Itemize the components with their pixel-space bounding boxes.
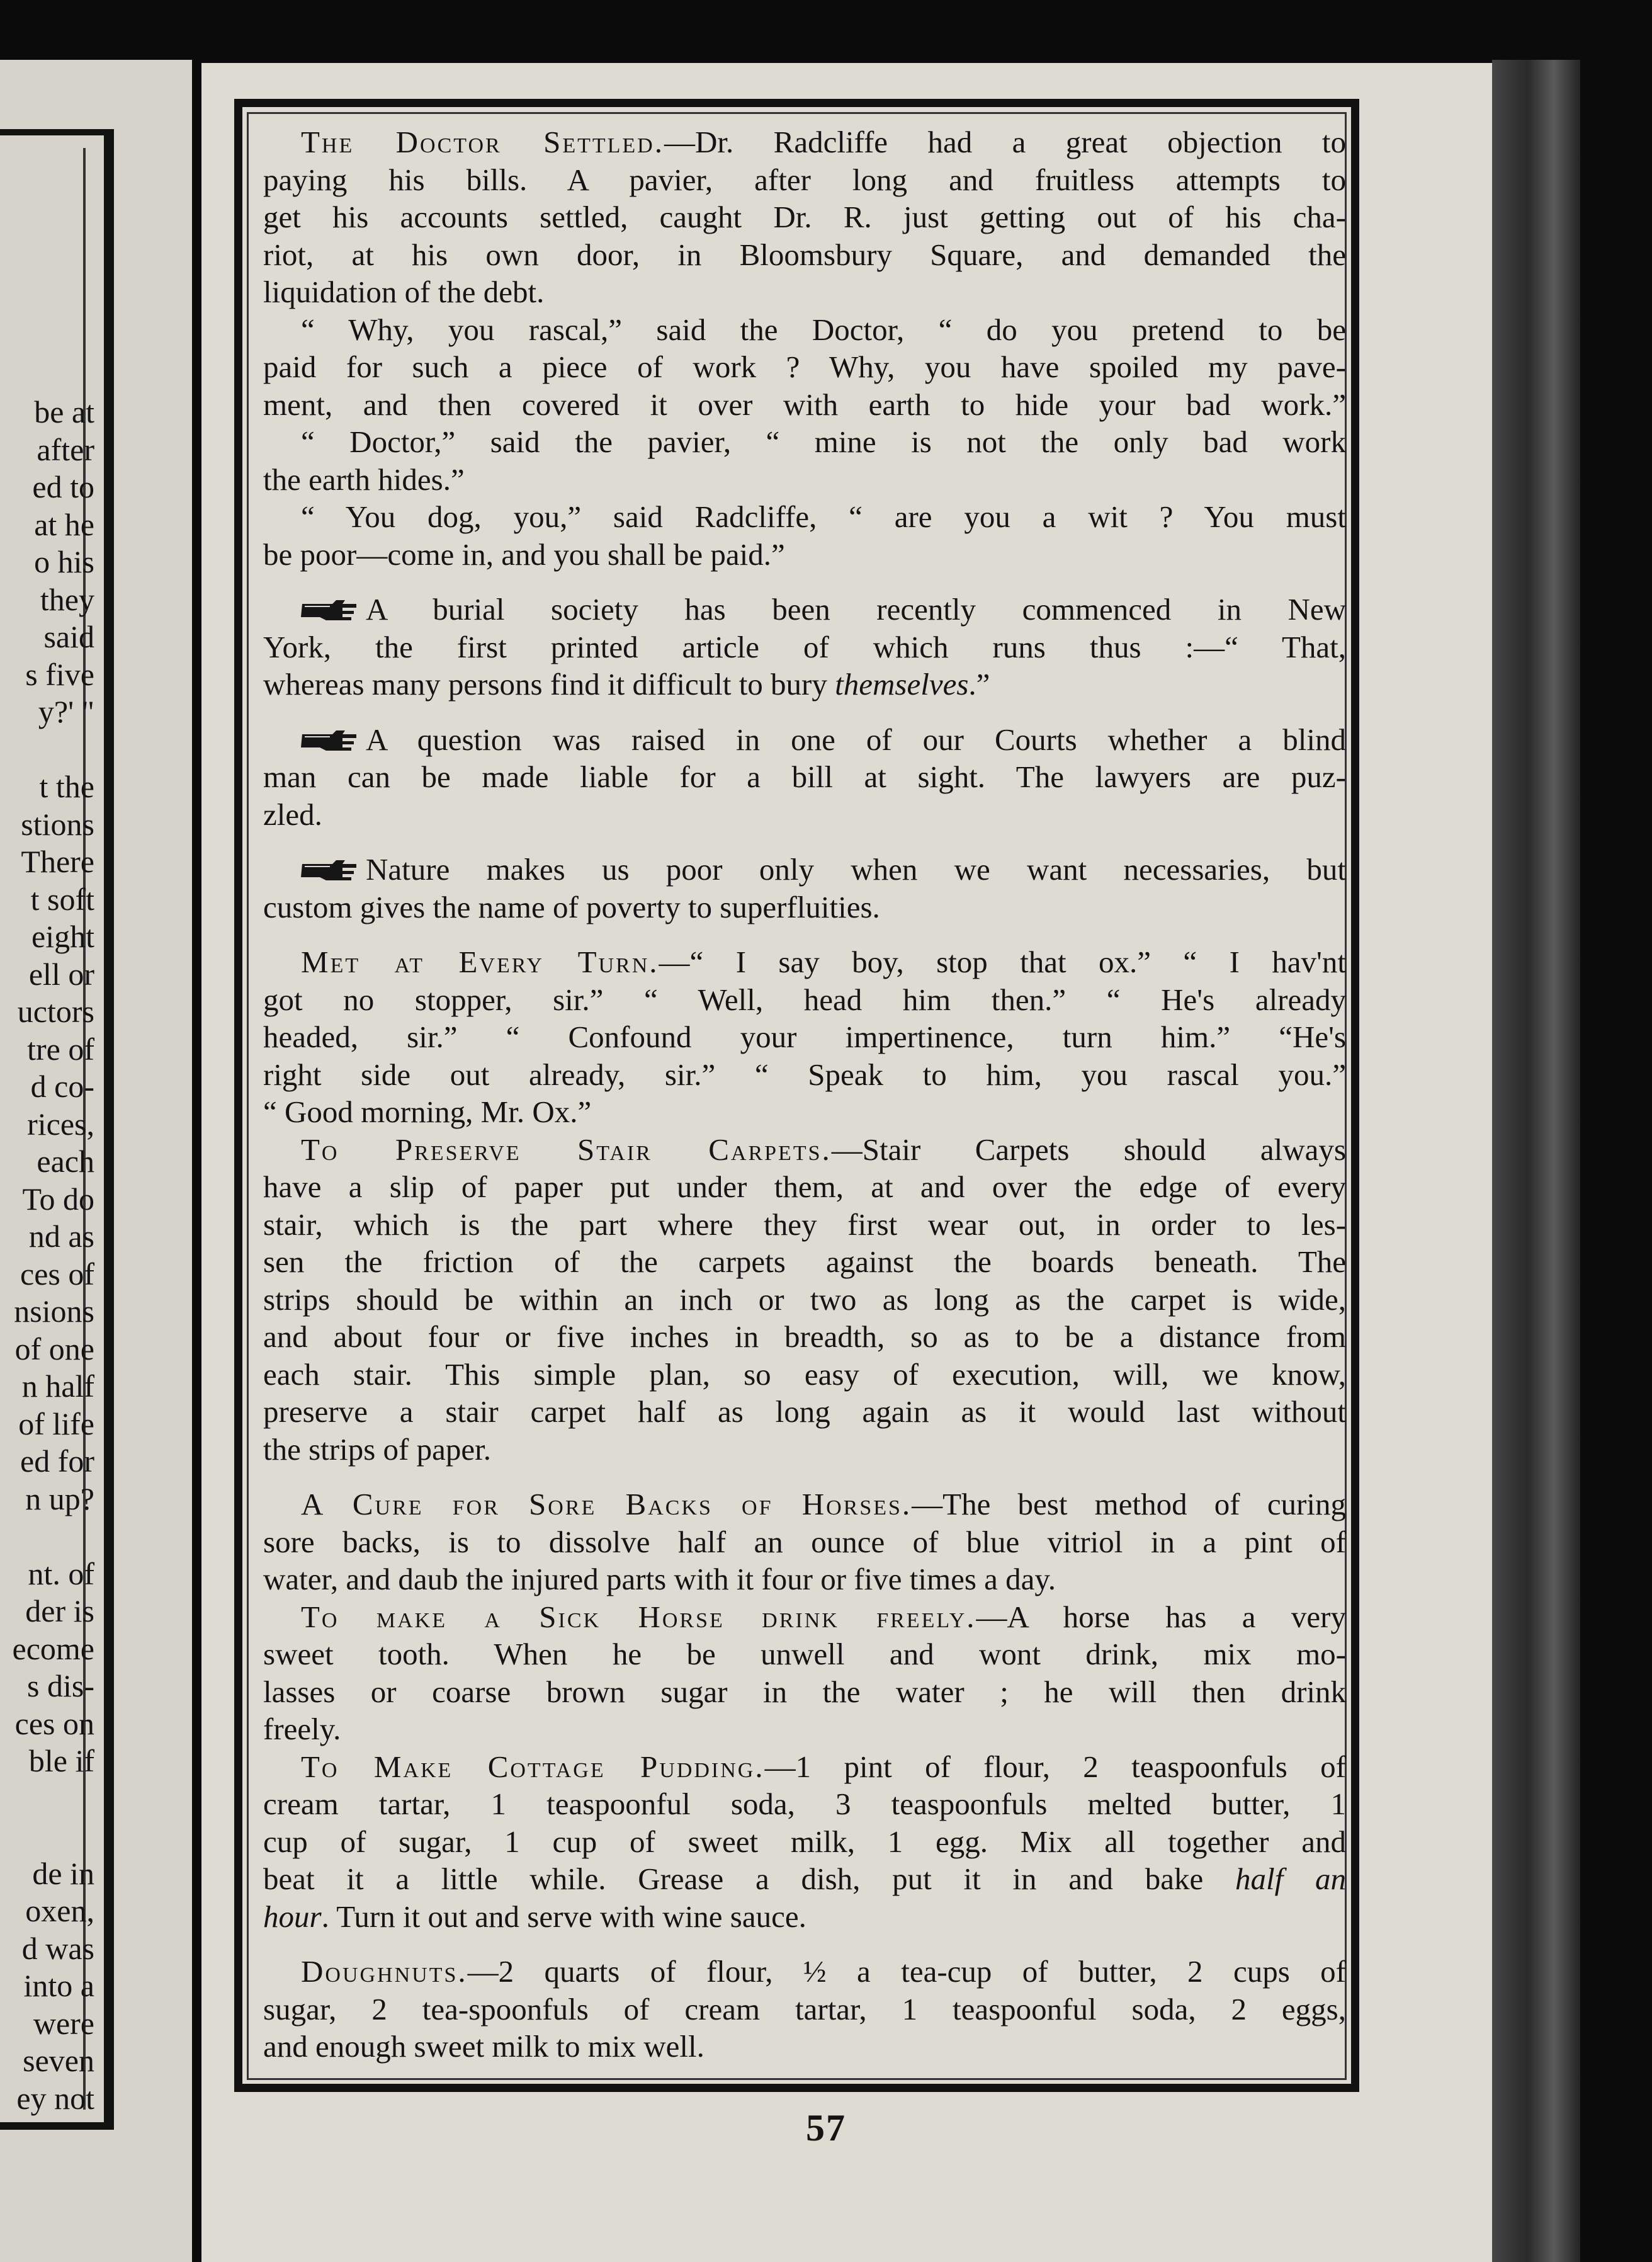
left-page-line: o his — [34, 544, 94, 579]
left-page-line: der is — [25, 1593, 94, 1628]
article-sick-horse: To make a Sick Horse drink freely.—A horse has a very sweet tooth. When he be unwell and wont drink, mix mo- lasses or coarse brown sugar in the water ; he will then drink freely. — [263, 1599, 1347, 1746]
article-doughnuts: Doughnuts.—2 quarts of flour, ½ a tea-cup of butter, 2 cups of sugar, 2 tea-spoonfuls of cream tartar, 1 teaspoonful soda, 2 eggs, and enough sweet milk to mix well. — [263, 1954, 1346, 2064]
article-heading: The Doctor Settled. — [301, 125, 664, 159]
left-page-line: y?' " — [38, 694, 94, 729]
book-spine-edge — [1492, 60, 1580, 2262]
left-page-line: s dis- — [27, 1668, 94, 1703]
left-page-line: d co- — [30, 1069, 94, 1104]
article-heading: Met at Every Turn. — [301, 945, 659, 979]
left-page-line: n up? — [25, 1481, 94, 1516]
left-page-line: n half — [21, 1368, 94, 1404]
left-page-line: s five — [25, 656, 94, 692]
left-page-line: of life — [18, 1406, 94, 1441]
left-page-line — [0, 1518, 94, 1555]
article-heading: To Preserve Stair Carpets. — [301, 1132, 832, 1167]
left-page-line: nsions — [14, 1293, 94, 1329]
left-page-line: of one — [14, 1331, 94, 1367]
left-page-line: were — [33, 2005, 94, 2041]
left-page-line: nt. of — [28, 1555, 94, 1591]
page-number: 57 — [806, 2107, 846, 2149]
left-page-line: de in — [32, 1855, 94, 1891]
left-page-line: oxen, — [25, 1893, 94, 1928]
left-page-line: said — [43, 619, 94, 654]
article-stair-carpets: To Preserve Stair Carpets.—Stair Carpets should always have a slip of paper put under them, at and over the edge of every stair, which is the part where they first wear out, in order to les- sen the friction of the carpets against the boards beneath. The strips should be within an inch or two as long as the carpet is wide, and about four or five inches in breadth, so as to be a distance from each stair. This simple plan, so easy of execution, will, we know, preserve a stair carpet half as long again as it would last without the strips of paper. — [263, 1132, 1346, 1467]
left-page-line: tre of — [27, 1031, 94, 1067]
manicule-icon — [301, 595, 361, 623]
left-page-line: ey not — [16, 2080, 94, 2116]
left-page-line: each — [37, 1144, 94, 1179]
left-page-line — [0, 731, 94, 769]
left-page-line: seven — [23, 2043, 94, 2078]
article-cottage-pudding: To Make Cottage Pudding.—1 pint of flour, 2 teaspoonfuls of cream tartar, 1 teaspoonful soda, 3 teaspoonfuls melted butter, 1 cup of sugar, 1 cup of sweet milk, 1 egg. Mix all together and beat it a little while. Grease a dish, put it in and bake half an hour. Turn it out and serve with wine sauce. — [263, 1749, 1346, 1934]
left-page-line: rices, — [27, 1106, 94, 1142]
manicule-icon — [301, 855, 361, 884]
left-page-line — [0, 1817, 94, 1855]
left-page-line — [0, 1780, 94, 1818]
manicule-icon — [301, 725, 361, 754]
article-nature-poverty: Nature makes us poor only when we want necessaries, but custom gives the name of poverty to superfluities. — [263, 852, 1346, 924]
left-page-line: stions — [21, 806, 94, 842]
left-page-line: ces of — [20, 1256, 94, 1292]
article-burial-society: A burial society has been recently commenced in New York, the first printed article of which runs thus :—“ That, whereas many persons find it difficult to bury themselves.” — [263, 592, 1346, 702]
left-page-line: ed to — [32, 469, 94, 504]
article-heading: To Make Cottage Pudding. — [301, 1749, 765, 1784]
article-doctor-settled: The Doctor Settled.—Dr. Radcliffe had a great objection to paying his bills. A pavier, after long and fruitless attempts to get his accounts settled, caught Dr. R. just getting out of his cha- riot, at his own door, in Bloomsbury Square, and demanded the liquidation of the debt. “ Why, you rascal,” said the Doctor, “ do you pretend to be paid for such a piece of work ? Why, you have spoiled my pave- ment, and then covered it over with earth to hide your bad work.” “ Doctor,” said the pavier, “ mine is not the only bad work the earth hides.” “ You dog, you,” said Radcliffe, “ are you a wit ? You must be poor—come in, and you shall be paid.” — [263, 125, 1346, 572]
left-page-line: into a — [23, 1968, 94, 2003]
article-blind-man-question: A question was raised in one of our Courts whether a blind man can be made liable for a bill at sight. The lawyers are puz- zled. — [263, 722, 1346, 832]
left-page-line: at he — [34, 506, 94, 542]
left-page-line: after — [37, 431, 94, 467]
left-page-line: ecome — [12, 1630, 94, 1666]
left-page-line: nd as — [28, 1219, 94, 1254]
left-page-line: be at — [34, 394, 94, 429]
article-heading: Doughnuts. — [301, 1954, 468, 1989]
left-page-line: eight — [31, 919, 94, 954]
left-page-line: There — [21, 844, 94, 879]
left-page-line: uctors — [17, 994, 94, 1029]
page-content — [263, 123, 1346, 2066]
left-page-line: ed for — [20, 1443, 94, 1479]
left-page-fragment — [0, 60, 192, 2262]
left-page-text — [0, 394, 94, 2117]
left-page-line: t soft — [30, 881, 94, 917]
left-page-line: d was — [21, 1930, 94, 1966]
left-page-line: t the — [39, 769, 94, 804]
left-page-line: ble if — [28, 1743, 94, 1778]
article-sore-backs-horses: A Cure for Sore Backs of Horses.—The best method of curing sore backs, is to dissolve half an ounce of blue vitriol in a pint of water, and daub the injured parts with it four or five times a day. — [263, 1487, 1346, 1596]
left-page-line: they — [40, 581, 94, 617]
left-page-line: ces on — [14, 1705, 94, 1741]
article-heading: To make a Sick Horse drink freely. — [301, 1599, 976, 1634]
article-met-at-every-turn: Met at Every Turn.—“ I say boy, stop that ox.” “ I hav'nt got no stopper, sir.” “ Well, head him then.” “ He's already headed, sir.” “ Confound your impertinence, turn him.” “He's right side out already, sir.” “ Speak to him, you rascal you.” “ Good morning, Mr. Ox.” — [263, 945, 1346, 1129]
left-page-line: ell or — [28, 956, 94, 992]
article-heading: A Cure for Sore Backs of Horses. — [301, 1487, 912, 1521]
left-page-line: To do — [22, 1181, 94, 1217]
